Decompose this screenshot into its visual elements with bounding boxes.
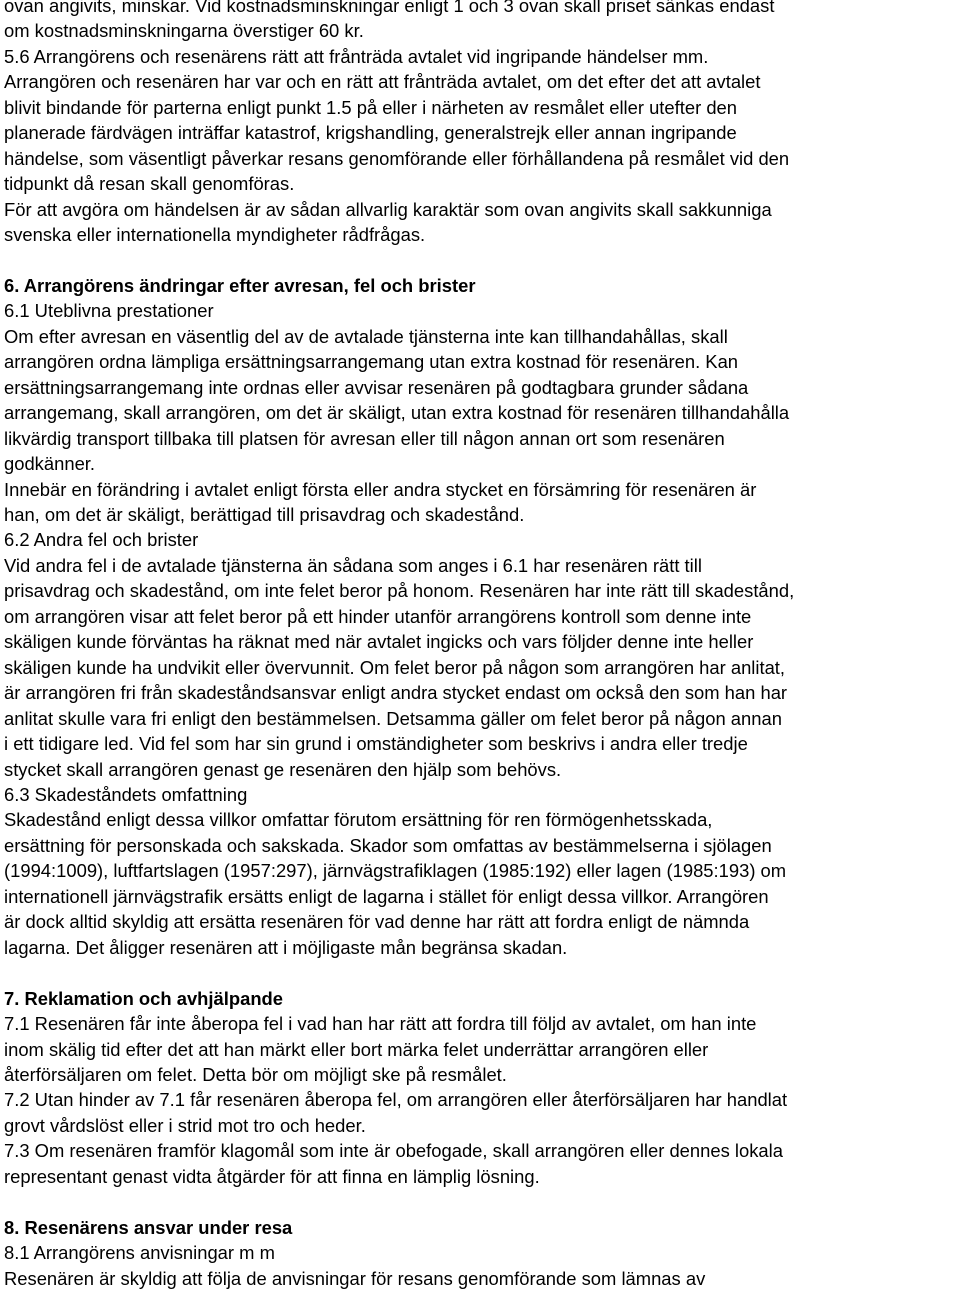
text-line: anlitat skulle vara fri enligt den bestämmelsen. Detsamma gäller om felet beror på någon annan <box>4 707 782 729</box>
section-heading: 6. Arrangörens ändringar efter avresan, fel och brister <box>4 274 476 296</box>
text-line: 6.1 Uteblivna prestationer <box>4 300 214 322</box>
text-line: ovan angivits, minskar. Vid kostnadsminskningar enligt 1 och 3 ovan skall priset sänkas endast <box>4 0 775 16</box>
text-line: lagarna. Det åligger resenären att i möjligaste mån begränsa skadan. <box>4 936 568 958</box>
text-line: (1994:1009), luftfartslagen (1957:297), järnvägstrafiklagen (1985:192) eller lagen (1985:193) om <box>4 860 787 882</box>
text-line: godkänner. <box>4 453 96 475</box>
text-line: är dock alltid skyldig att ersätta resenären för vad denne har rätt att fordra enligt de nämnda <box>4 911 750 933</box>
section-heading: 8. Resenärens ansvar under resa <box>4 1216 293 1238</box>
text-line: om arrangören visar att felet beror på ett hinder utanför arrangörens kontroll som denne inte <box>4 605 752 627</box>
text-line: planerade färdvägen inträffar katastrof, krigshandling, generalstrejk eller annan ingripande <box>4 122 737 144</box>
text-line: 6.2 Andra fel och brister <box>4 529 199 551</box>
text-line: händelse, som väsentligt påverkar resans genomförande eller förhållandena på resmålet vid den <box>4 147 790 169</box>
text-line: inom skälig tid efter det att han märkt eller bort märka felet underrättar arrangören eller <box>4 1038 709 1060</box>
section-heading: 7. Reklamation och avhjälpande <box>4 987 284 1009</box>
text-line: Innebär en förändring i avtalet enligt första eller andra stycket en försämring för resenären är <box>4 478 757 500</box>
text-line: likvärdig transport tillbaka till platsen för avresan eller till någon annan ort som resenären <box>4 427 725 449</box>
text-line: grovt vårdslöst eller i strid mot tro och heder. <box>4 1114 366 1136</box>
text-line: stycket skall arrangören genast ge resenären den hjälp som behövs. <box>4 758 562 780</box>
text-line: skäligen kunde ha undvikit eller övervunnit. Om felet beror på någon som arrangören har anlitat, <box>4 656 786 678</box>
text-line: arrangemang, skall arrangören, om det är skäligt, utan extra kostnad för resenären tillhandahålla <box>4 402 790 424</box>
text-line: 5.6 Arrangörens och resenärens rätt att frånträda avtalet vid ingripande händelser mm. <box>4 45 709 67</box>
text-line: För att avgöra om händelsen är av sådan allvarlig karaktär som ovan angivits skall sakkunniga <box>4 198 772 220</box>
text-line: prisavdrag och skadestånd, om inte felet beror på honom. Resenären har inte rätt till skadestånd, <box>4 580 795 602</box>
text-line: svenska eller internationella myndigheter rådfrågas. <box>4 224 426 245</box>
text-line: Vid andra fel i de avtalade tjänsterna än sådana som anges i 6.1 har resenären rätt till <box>4 554 702 576</box>
text-line: han, om det är skäligt, berättigad till prisavdrag och skadestånd. <box>4 504 525 525</box>
text-line: i ett tidigare led. Vid fel som har sin grund i omständigheter som beskrivs i andra eller tredje <box>4 733 748 754</box>
text-line: ersättningsarrangemang inte ordnas eller avvisar resenären på godtagbara grunder sådana <box>4 376 749 398</box>
text-line: 7.3 Om resenären framför klagomål som inte är obefogade, skall arrangören eller dennes lokala <box>4 1140 783 1162</box>
text-line: tidpunkt då resan skall genomföras. <box>4 173 295 195</box>
text-line: är arrangören fri från skadeståndsansvar enligt andra stycket endast om också den som han har <box>4 682 788 704</box>
text-line: Arrangören och resenären har var och en rätt att frånträda avtalet, om det efter det att avtalet <box>4 71 761 93</box>
text-line: Om efter avresan en väsentlig del av de avtalade tjänsterna inte kan tillhandahållas, skall <box>4 325 728 347</box>
text-line: om kostnadsminskningarna överstiger 60 kr. <box>4 20 364 42</box>
text-line: 6.3 Skadeståndets omfattning <box>4 783 248 805</box>
text-line: 8.1 Arrangörens anvisningar m m <box>4 1242 275 1263</box>
text-line: skäligen kunde förväntas ha räknat med när avtalet ingicks och vars följder denne inte heller <box>4 631 754 653</box>
text-line: ersättning för personskada och sakskada. Skador som omfattas av bestämmelserna i sjölagen <box>4 834 772 856</box>
text-line: 7.1 Resenären får inte åberopa fel i vad han har rätt att fordra till följd av avtalet, om han inte <box>4 1013 757 1034</box>
text-line: återförsäljaren om felet. Detta bör om möjligt ske på resmålet. <box>4 1063 507 1085</box>
text-line: arrangören ordna lämpliga ersättningsarrangemang utan extra kostnad för resenären. Kan <box>4 351 739 373</box>
text-line: 7.2 Utan hinder av 7.1 får resenären åberopa fel, om arrangören eller återförsäljaren har handlat <box>4 1089 788 1111</box>
text-line: internationell järnvägstrafik ersätts enligt de lagarna i stället för enligt dessa villkor. Arrangören <box>4 885 769 907</box>
text-line: blivit bindande för parterna enligt punkt 1.5 på eller i närheten av resmålet eller utefter den <box>4 96 738 118</box>
text-line: representant genast vidta åtgärder för att finna en lämplig lösning. <box>4 1165 540 1187</box>
text-line: Skadestånd enligt dessa villkor omfattar förutom ersättning för ren förmögenhetsskada, <box>4 809 713 831</box>
text-line: Resenären är skyldig att följa de anvisningar för resans genomförande som lämnas av <box>4 1267 706 1289</box>
